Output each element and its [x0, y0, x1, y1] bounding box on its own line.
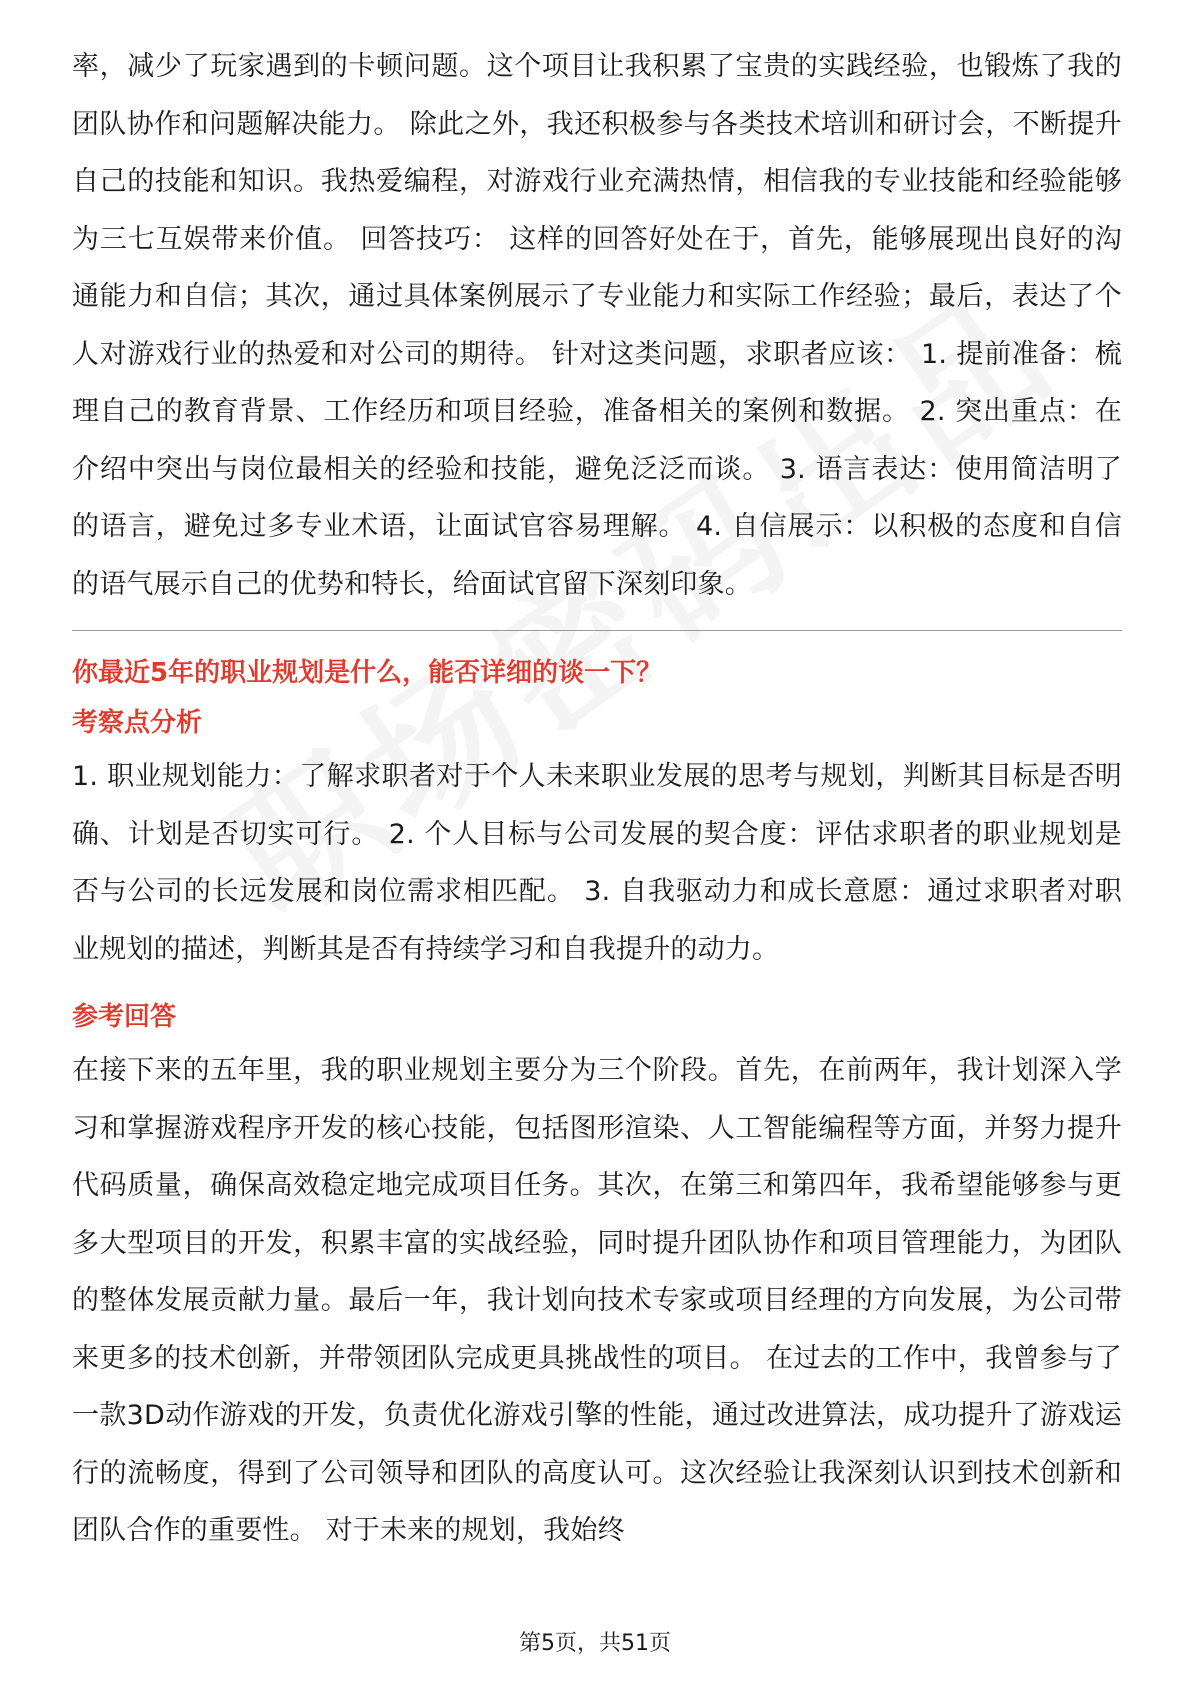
page-footer: 第5页，共51页 [519, 1631, 671, 1656]
section-divider [72, 630, 1122, 631]
document-page [72, 38, 1122, 1560]
analysis-heading: 考察点分析 [72, 708, 203, 738]
answer-paragraph: 在接下来的五年里，我的职业规划主要分为三个阶段。首先，在前两年，我计划深入学习和掌握游戏程序开发的核心技能，包括图形渲染、人工智能编程等方面，并努力提升代码质量，确保高效稳定地完成项目任务。其次，在第三和第四年，我希望能够参与更多大型项目的开发，积累丰富的实战经验，同时提升团队协作和项目管理能力，为团队的整体发展贡献力量。最后一年，我计划向技术专家或项目经理的方向发展，为公司带来更多的技术创新，并带领团队完成更具挑战性的项目。 在过去的工作中，我曾参与了一款3D动作游戏的开发，负责优化游戏引擎的性能，通过改进算法，成功提升了游戏运行的流畅度，得到了公司领导和团队的高度认可。这次经验让我深刻认识到技术创新和团队合作的重要性。 对于未来的规划，我始终 [72, 1055, 1122, 1546]
intro-paragraph: 率，减少了玩家遇到的卡顿问题。这个项目让我积累了宝贵的实践经验，也锻炼了我的团队协作和问题解决能力。 除此之外，我还积极参与各类技术培训和研讨会，不断提升自己的技能和知识。我热爱编程，对游戏行业充满热情，相信我的专业技能和经验能够为三七互娱带来价值。 回答技巧： 这样的回答好处在于，首先，能够展现出良好的沟通能力和自信；其次，通过具体案例展示了专业能力和实际工作经验；最后，表达了个人对游戏行业的热爱和对公司的期待。 针对这类问题，求职者应该： 1. 提前准备：梳理自己的教育背景、工作经历和项目经验，准备相关的案例和数据。 2. 突出重点：在介绍中突出与岗位最相关的经验和技能，避免泛泛而谈。 3. 语言表达：使用简洁明了的语言，避免过多专业术语，让面试官容易理解。 4. 自信展示：以积极的态度和自信的语气展示自己的优势和特长，给面试官留下深刻印象。 [72, 51, 1122, 600]
answer-heading: 参考回答 [72, 1002, 177, 1032]
spacer [72, 978, 1122, 992]
question-title: 你最近5年的职业规划是什么，能否详细的谈一下？ [72, 658, 663, 688]
analysis-paragraph: 1. 职业规划能力：了解求职者对于个人未来职业发展的思考与规划，判断其目标是否明确、计划是否切实可行。 2. 个人目标与公司发展的契合度：评估求职者的职业规划是否与公司的长远发展和岗位需求相匹配。 3. 自我驱动力和成长意愿：通过求职者对职业规划的描述，判断其是否有持续学习和自我提升的动力。 [72, 761, 1122, 965]
